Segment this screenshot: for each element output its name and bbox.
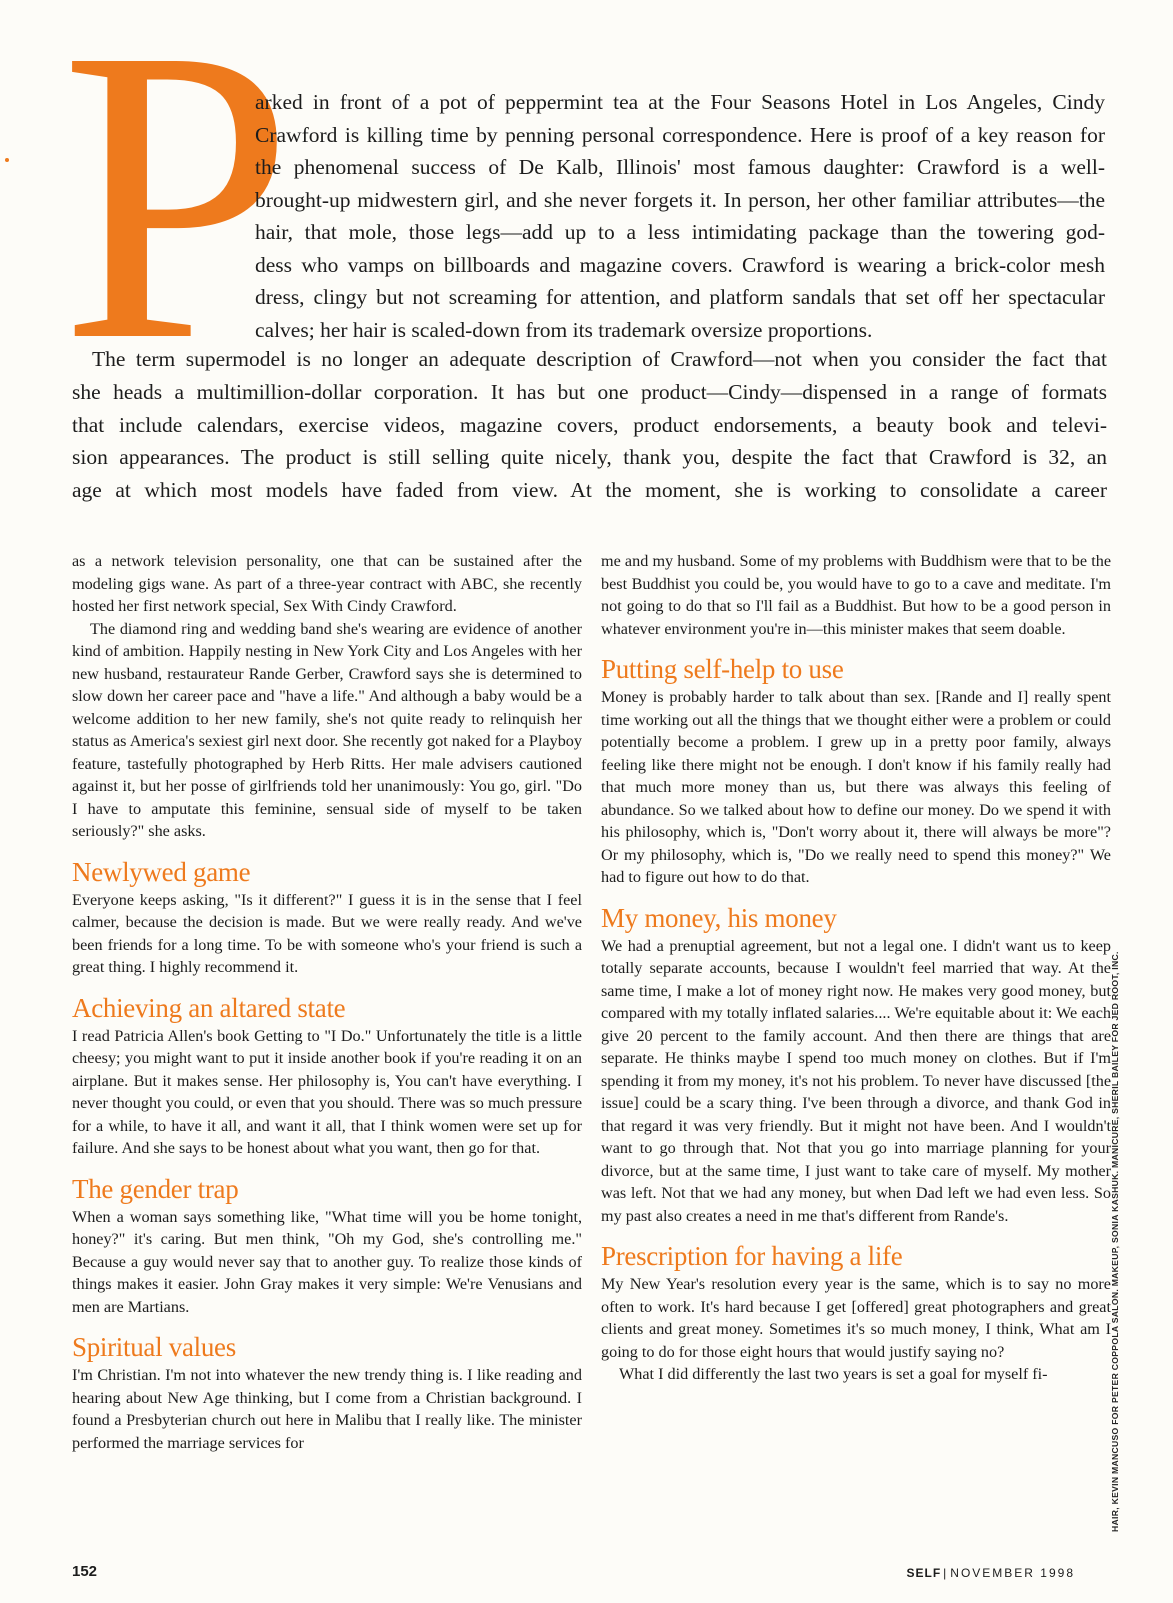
section-heading: Putting self-help to use (601, 654, 844, 684)
intro-line: hair, that mole, those legs—add up to a less intimidating package than the towering god- (255, 220, 1105, 244)
section-heading: Spiritual values (72, 1332, 236, 1362)
magazine-footer (906, 1566, 1075, 1580)
section-heading: Achieving an altared state (72, 992, 346, 1023)
paragraph: The diamond ring and wedding band she's wearing are evidence of another kind of ambition. Happily nesting in New York City and Los Angeles with her new husband, restaurateur Rande Gerber, Crawford says she is determined to slow down her career pace and "have a life." And although a baby would be a welcome addition to her new family, she's not quite ready to relinquish her status as America's sexiest girl next door. She recently got naked for a Playboy feature, tastefully photographed by Herb Ritts. Her male advisers cautioned against it, but her posse of girlfriends told her unanimously: You go, girl. "Do I have to amputate this feminine, sensual side of myself to be taken seriously?" she asks. (72, 619, 582, 840)
left-column (72, 550, 582, 1454)
paragraph: me and my husband. Some of my problems with Buddhism were that to be the best Buddhist you could be, you would have to go to a cave and meditate. I'm not going to do that so I'll fail as a Buddhist. But how to be a good person in whatever environment you're in—this minister makes that seem doable. (601, 552, 1111, 638)
section-heading: My money, his money (601, 902, 837, 933)
paragraph: Money is probably harder to talk about than sex. [Rande and I] really spent time working out all the things that we thought either were a problem or could potentially become a problem. I grew up in a pretty poor family, always feeling like there might not be enough. I don't know if his family really had that much more money than us, but there was always this feeling of abundance. So we talked about how to define our money. Do we spend it with his philosophy, which is, "Don't worry about it, there will always be more"? Or my philosophy, which is, "Do we really need to spend this money?" We had to figure out how to do that. (601, 688, 1111, 886)
paragraph: Everyone keeps asking, "Is it different?" I guess it is in the sense that I feel calmer, because the decision is made. But we were really ready. And we've been friends for a long time. To be with someone who's your friend is such a great thing. I highly recommend it. (72, 890, 582, 976)
paragraph: My New Year's resolution every year is the same, which is to say no more often to work. It's hard because I get [offered] great photographers and great clients and great money. Sometimes it's so much money, I think, What am I going to do for those eight hours that would justify saying no? (601, 1275, 1111, 1361)
intro-line: The term supermodel is no longer an adequate description of Crawford—not when you consider the fact that (92, 347, 1107, 371)
intro-line: she heads a multimillion-dollar corporation. It has but one product—Cindy—dispensed in a range of formats (72, 379, 1107, 404)
intro-line: Crawford is killing time by penning personal correspondence. Here is proof of a key reason for (255, 122, 1105, 147)
magazine-name: SELF (906, 1566, 942, 1580)
drop-cap-letter: P (60, 0, 294, 427)
intro-line: the phenomenal success of De Kalb, Illinois' most famous daughter: Crawford is a well- (255, 155, 1105, 179)
intro-line: dess who vamps on billboards and magazine covers. Crawford is wearing a brick-color mesh (255, 252, 1105, 277)
paragraph: I read Patricia Allen's book Getting to "I Do." Unfortunately the title is a little cheesy; you might want to put it inside another book if you're reading it on an airplane. But it makes sense. Her philosophy is, You can't have everything. I never thought you could, or even that you should. There was so much pressure for a while, to have it all, and want it all, that I think women were set up for failure. And she says to be honest about what you want, then go for that. (72, 1026, 582, 1157)
paragraph: What I did differently the last two years is set a goal for myself fi- (619, 1365, 1048, 1383)
paragraph: as a network television personality, one that can be sustained after the modeling gigs wane. As part of a three-year contract with ABC, she recently hosted her first network special, Sex With Cindy Crawford. (72, 552, 582, 615)
intro-line: age at which most models have faded from view. At the moment, she is working to consolidate a career (72, 478, 1107, 503)
intro-beside-dropcap (255, 86, 1105, 346)
orange-dot-mark (5, 158, 9, 162)
right-column (601, 550, 1111, 1386)
section-heading: The gender trap (72, 1173, 239, 1204)
intro-line: brought-up midwestern girl, and she never forgets it. In person, her other familiar attributes—the (255, 187, 1105, 212)
issue-date: NOVEMBER 1998 (950, 1566, 1075, 1580)
intro-full-width (72, 343, 1107, 507)
paragraph: When a woman says something like, "What time will you be home tonight, honey?" it's caring. But men think, "Oh my God, she's controlling me." Because a guy would never say that to another guy. To realize those kinds of things makes it easier. John Gray makes it very simple: We're Venusians and men are Martians. (72, 1207, 582, 1316)
intro-line: that include calendars, exercise videos, magazine covers, product endorsements, a beauty book and televi- (72, 412, 1107, 437)
paragraph: I'm Christian. I'm not into whatever the new trendy thing is. I like reading and hearing about New Age thinking, but I come from a Christian background. I found a Presbyterian church out here in Malibu that I really like. The minister performed the marriage services for (72, 1366, 582, 1452)
section-heading: Prescription for having a life (601, 1241, 903, 1271)
page-number: 152 (72, 1563, 98, 1580)
footer-separator: | (943, 1566, 949, 1580)
section-heading: Newlywed game (72, 856, 251, 887)
intro-line: arked in front of a pot of peppermint tea at the Four Seasons Hotel in Los Angeles, Cindy (255, 90, 1105, 114)
paragraph: We had a prenuptial agreement, but not a legal one. I didn't want us to keep totally separate accounts, because I wouldn't feel married that way. At the same time, I make a lot of money right now. He makes very good money, but compared with my totally inflated salaries.... We're equitable about it: We each give 20 percent to the family account. And then there are things that are separate. He thinks maybe I spend too much money on clothes. But if I'm spending it from my money, it's not his problem. To never have discussed [the issue] could be a scary thing. I've been through a divorce, and thank God in that regard it was very friendly. But it might not have been. And I wouldn't want to go through that. Not that you go into marriage planning for your divorce, but at the same time, I just want to take care of myself. My mother was left. Not that we had any money, but when Dad left we had even less. So my past also creates a need in me that's different from Rande's. (601, 936, 1111, 1225)
photo-credits: HAIR, KEVIN MANCUSO FOR PETER COPPOLA SALON. MAKEUP, SONIA KASHUK. MANICURE, SHERIL BAILEY FOR JED ROOT, INC. (1110, 951, 1120, 1532)
intro-line: calves; her hair is scaled-down from its trademark oversize proportions. (255, 317, 873, 342)
intro-line: dress, clingy but not screaming for attention, and platform sandals that set off her spectacular (255, 285, 1105, 309)
intro-line: sion appearances. The product is still selling quite nicely, thank you, despite the fact that Crawford is 32, an (72, 445, 1107, 470)
